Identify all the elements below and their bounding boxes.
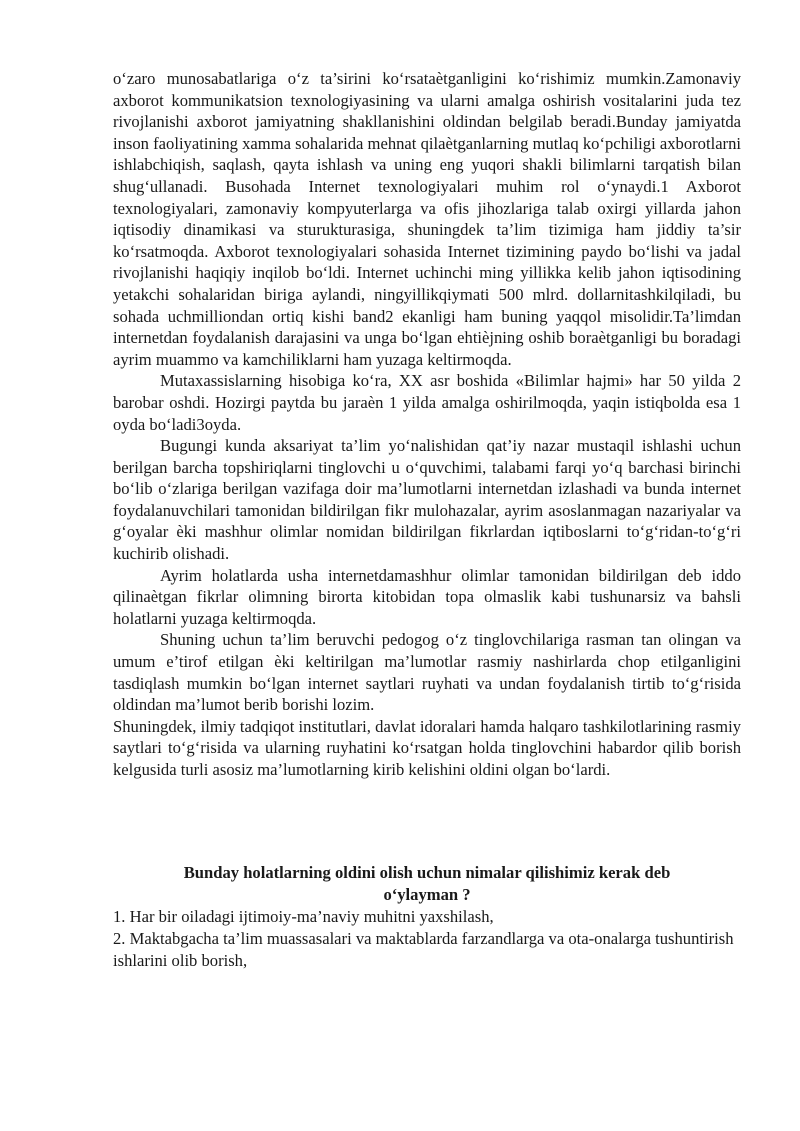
paragraph-unverified-claims: Ayrim holatlarda usha internetdamashhur olimlar tamonidan bildirilgan deb iddo qilinaètgan fikrlar olimning birorta kitobidan topa olmaslik kabi tushunarsiz va bahsli holatlarni yuzaga keltirmoqda. [113, 565, 741, 628]
document-page [113, 68, 741, 972]
paragraph-intro: o‘zaro munosabatlariga o‘z ta’sirini ko‘rsataètganligini ko‘rishimiz mumkin.Zamonaviy axborot kommunikatsion texnologiyasining va ularni amalga oshirish vositalarini juda tez rivojlanishi axborot jamiyatning shakllanishini oldindan belgilab beradi.Bunday jamiyatda inson faoliyatining xamma sohalarida mehnat qilaètganlarning mutlaq ko‘pchiligi axborotlarni ishlabchiqish, saqlash, qayta ishlash va uning eng yuqori shakli bilimlarni tarqatish bilan shug‘ullanadi. Busohada Internet texnologiyalari muhim rol o‘ynaydi.1 Axborot texnologiyalari, zamonaviy kompyuterlarga va ofis jihozlariga talab oxirgi yillarda jahon iqtisodiy dinamikasi va sturukturasiga, shuningdek ta’lim tizimiga ham jiddiy ta’sir ko‘rsatmoqda. Axborot texnologiyalari sohasida Internet tizimining paydo bo‘lishi va jadal rivojlanishi haqiqiy inqilob bo‘ldi. Internet uchinchi ming yillikka kelib jahon iqtisodining yetakchi sohalaridan biriga aylandi, ningyillikqiymati 500 mlrd. dollarnitashkilqiladi, bu sohada uchmilliondan ortiq kishi band2 ekanligi ham buning yaqqol misolidir.Ta’limdan internetdan foydalanish darajasini va unga bo‘lgan ehtièjning oshib boraètganligi bu boradagi ayrim muammo va kamchiliklarni ham yuzaga keltirmoqda. [113, 69, 741, 369]
section-heading: Bunday holatlarning oldini olish uchun nimalar qilishimiz kerak deb o‘ylayman ? [183, 862, 671, 904]
paragraph-official-sites: Shuningdek, ilmiy tadqiqot institutlari, davlat idoralari hamda halqaro tashkilotlarining rasmiy saytlari to‘g‘risida va ularning ruyhatini ko‘rsatgan holda tinglovchini habardor qilib borish kelgusida turli asosiz ma’lumotlarning kirib kelishini oldini olgan bo‘lardi. [113, 716, 741, 779]
paragraph-internet-usage: Bugungi kunda aksariyat ta’lim yo‘nalishidan qat’iy nazar mustaqil ishlashi uchun berilgan barcha topshiriqlarni tinglovchi u o‘quvchimi, talabami farqi yo‘q barchasi birinchi bo‘lib o‘zlariga berilgan vazifaga doir ma’lumotlarni internetdan izlashadi va bunda internet foydalanuvchilari tamonidan bildirilgan fikr mulohazalar, ayrim asoslanmagan nazariyalar va g‘oyalar èki mashhur olimlar nomidan bildirilgan fikrlardan iqtiboslarni to‘g‘ridan-to‘g‘ri kuchirib olishadi. [113, 436, 741, 564]
paragraph-teacher-role: Shuning uchun ta’lim beruvchi pedogog o‘z tinglovchilariga rasman tan olingan va umum e’tirof etilgan èki keltirilgan ma’lumotlar rasmiy nashirlarda chop etilganligini tasdiqlash mumkin bo‘lgan internet saytlari ruyhati va undan foydalanish tirtib to‘g‘risida oldindan ma’lumot berib borishi lozim. [113, 630, 741, 715]
paragraph-knowledge-volume: Mutaxassislarning hisobiga ko‘ra, XX asr boshida «Bilimlar hajmi» har 50 yilda 2 barobar oshdi. Hozirgi paytda bu jaraèn 1 yilda amalga oshirilmoqda, yaqin istiqbolda esa 1 oyda bo‘ladi3oyda. [113, 371, 741, 434]
list-item: 1. Har bir oiladagi ijtimoiy-ma’naviy muhitni yaxshilash, [113, 906, 494, 926]
list-item: 2. Maktabgacha ta’lim muassasalari va maktablarda farzandlarga va ota-onalarga tushuntirish ishlarini olib borish, [113, 928, 734, 970]
section-spacer [113, 781, 741, 862]
